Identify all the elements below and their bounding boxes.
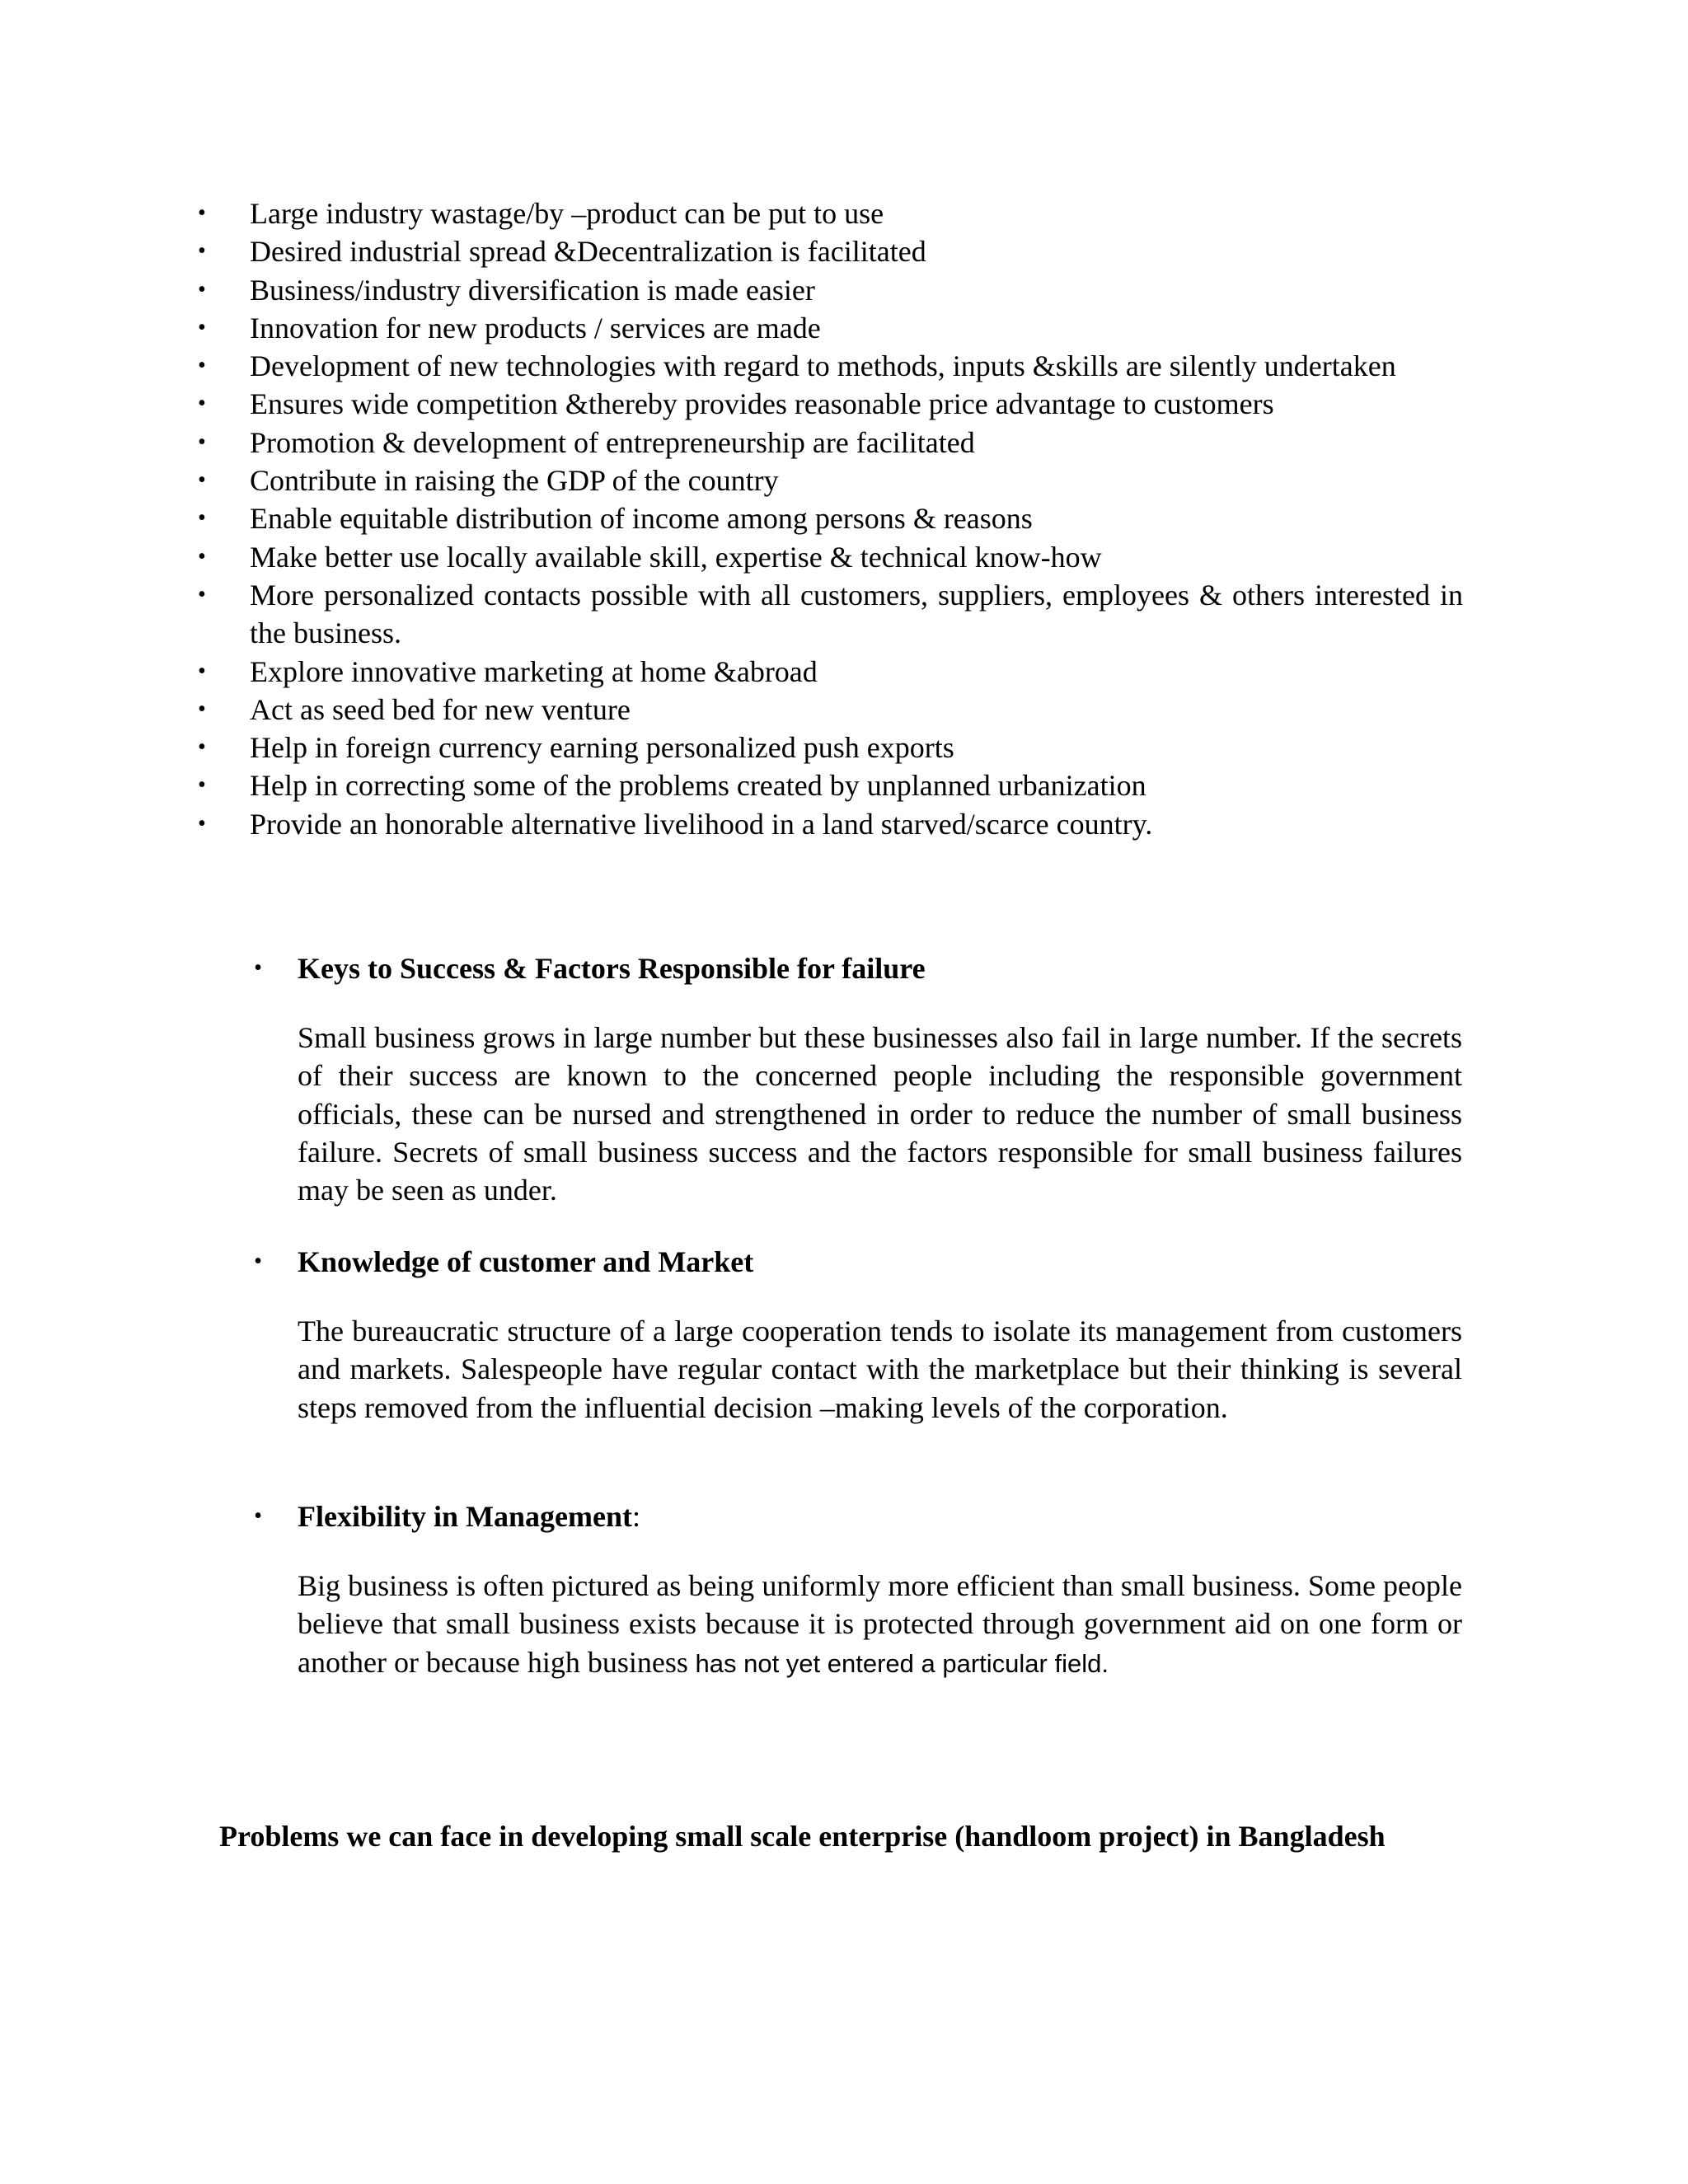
bullet-icon: • xyxy=(254,1503,262,1529)
bullet-icon: • xyxy=(198,276,206,302)
bullet-icon: • xyxy=(198,658,206,684)
bullet-icon: • xyxy=(254,955,262,981)
section-heading xyxy=(298,1497,640,1535)
bullet-icon: • xyxy=(198,810,206,837)
problems-heading: Problems we can face in developing small scale enterprise (handloom project) in Bangladesh xyxy=(219,1820,1386,1853)
list-item xyxy=(0,729,1463,766)
bullet-icon: • xyxy=(198,543,206,569)
bullet-icon: • xyxy=(254,1249,262,1274)
list-item-text: Enable equitable distribution of income among persons & reasons xyxy=(250,502,1033,536)
list-item-text: More personalized contacts possible with all customers, suppliers, employees & others interested in the business. xyxy=(250,578,1463,650)
bullet-icon: • xyxy=(198,581,206,607)
list-item xyxy=(0,424,1463,462)
list-item-text: Help in correcting some of the problems created by unplanned urbanization xyxy=(250,769,1146,803)
list-item xyxy=(0,538,1463,576)
list-item-text: Contribute in raising the GDP of the country xyxy=(250,464,779,498)
bullet-icon: • xyxy=(198,734,206,761)
list-item xyxy=(0,805,1463,843)
list-item-text: Promotion & development of entrepreneurship are facilitated xyxy=(250,425,975,459)
list-item-text: Large industry wastage/by –product can be put to use xyxy=(250,197,884,230)
bullet-icon: • xyxy=(198,505,206,532)
section-paragraph xyxy=(298,1567,1462,1683)
list-item xyxy=(0,462,1463,499)
section-paragraph xyxy=(298,1019,1462,1209)
bullet-icon: • xyxy=(198,696,206,722)
list-item xyxy=(0,766,1463,804)
bullet-icon: • xyxy=(198,429,206,455)
list-item xyxy=(0,576,1463,653)
list-item-text: Development of new technologies with regard to methods, inputs &skills are silently undertaken xyxy=(250,349,1396,383)
bullet-icon: • xyxy=(198,314,206,340)
list-item-text: Make better use locally available skill, expertise & technical know-how xyxy=(250,540,1102,574)
list-item-text: Ensures wide competition &thereby provides reasonable price advantage to customers xyxy=(250,387,1274,421)
list-item xyxy=(0,271,1463,309)
list-item xyxy=(0,385,1463,423)
section-paragraph-text: Small business grows in large number but these businesses also fail in large number. If the secrets of their success are known to the concerned people including the responsible government officials, these can be nursed and strengthened in order to reduce the number of small business failure. Secrets of small business success and the factors responsible for small business failures may be seen as under. xyxy=(298,1021,1462,1207)
list-item-text: Innovation for new products / services are made xyxy=(250,311,821,344)
section-heading-text: Keys to Success & Factors Responsible for failure xyxy=(298,952,926,985)
list-item-text: Help in foreign currency earning personalized push exports xyxy=(250,731,954,765)
bullet-icon: • xyxy=(198,772,206,799)
bullet-icon: • xyxy=(198,238,206,265)
list-item-text: Act as seed bed for new venture xyxy=(250,692,631,726)
section-paragraph-text: The bureaucratic structure of a large cooperation tends to isolate its management from customers and markets. Salespeople have regular contact with the marketplace but their thinking is several steps removed from the influential decision –making levels of the corporation. xyxy=(298,1315,1462,1424)
list-item-text: Desired industrial spread &Decentralization is facilitated xyxy=(250,235,926,269)
list-item-text: Explore innovative marketing at home &abroad xyxy=(250,654,818,688)
section-paragraph xyxy=(298,1312,1462,1427)
bullet-icon: • xyxy=(198,200,206,226)
bullet-icon: • xyxy=(198,353,206,379)
list-item xyxy=(0,499,1463,537)
list-item xyxy=(0,309,1463,347)
section-heading-text: Knowledge of customer and Market xyxy=(298,1245,754,1278)
section-heading xyxy=(298,1243,753,1281)
list-item xyxy=(0,653,1463,691)
list-item xyxy=(0,232,1463,270)
list-item-text: Provide an honorable alternative livelihood in a land starved/scarce country. xyxy=(250,807,1153,841)
list-item-text: Business/industry diversification is made easier xyxy=(250,273,815,307)
bullet-icon: • xyxy=(198,467,206,494)
list-item xyxy=(0,194,1463,232)
list-item xyxy=(0,691,1463,729)
section-heading xyxy=(298,949,926,987)
section-heading-suffix: : xyxy=(631,1500,640,1533)
list-item xyxy=(0,347,1463,385)
bullet-icon: • xyxy=(198,391,206,417)
section-paragraph-text: Big business is often pictured as being uniformly more efficient than small business. Some people believe that small business exists because it is protected through government aid on one form or another or because high business xyxy=(298,1569,1462,1679)
section-paragraph-tail: has not yet entered a particular field. xyxy=(687,1648,1109,1678)
section-heading-text: Flexibility in Management xyxy=(298,1500,632,1533)
advantages-list xyxy=(0,194,1688,843)
